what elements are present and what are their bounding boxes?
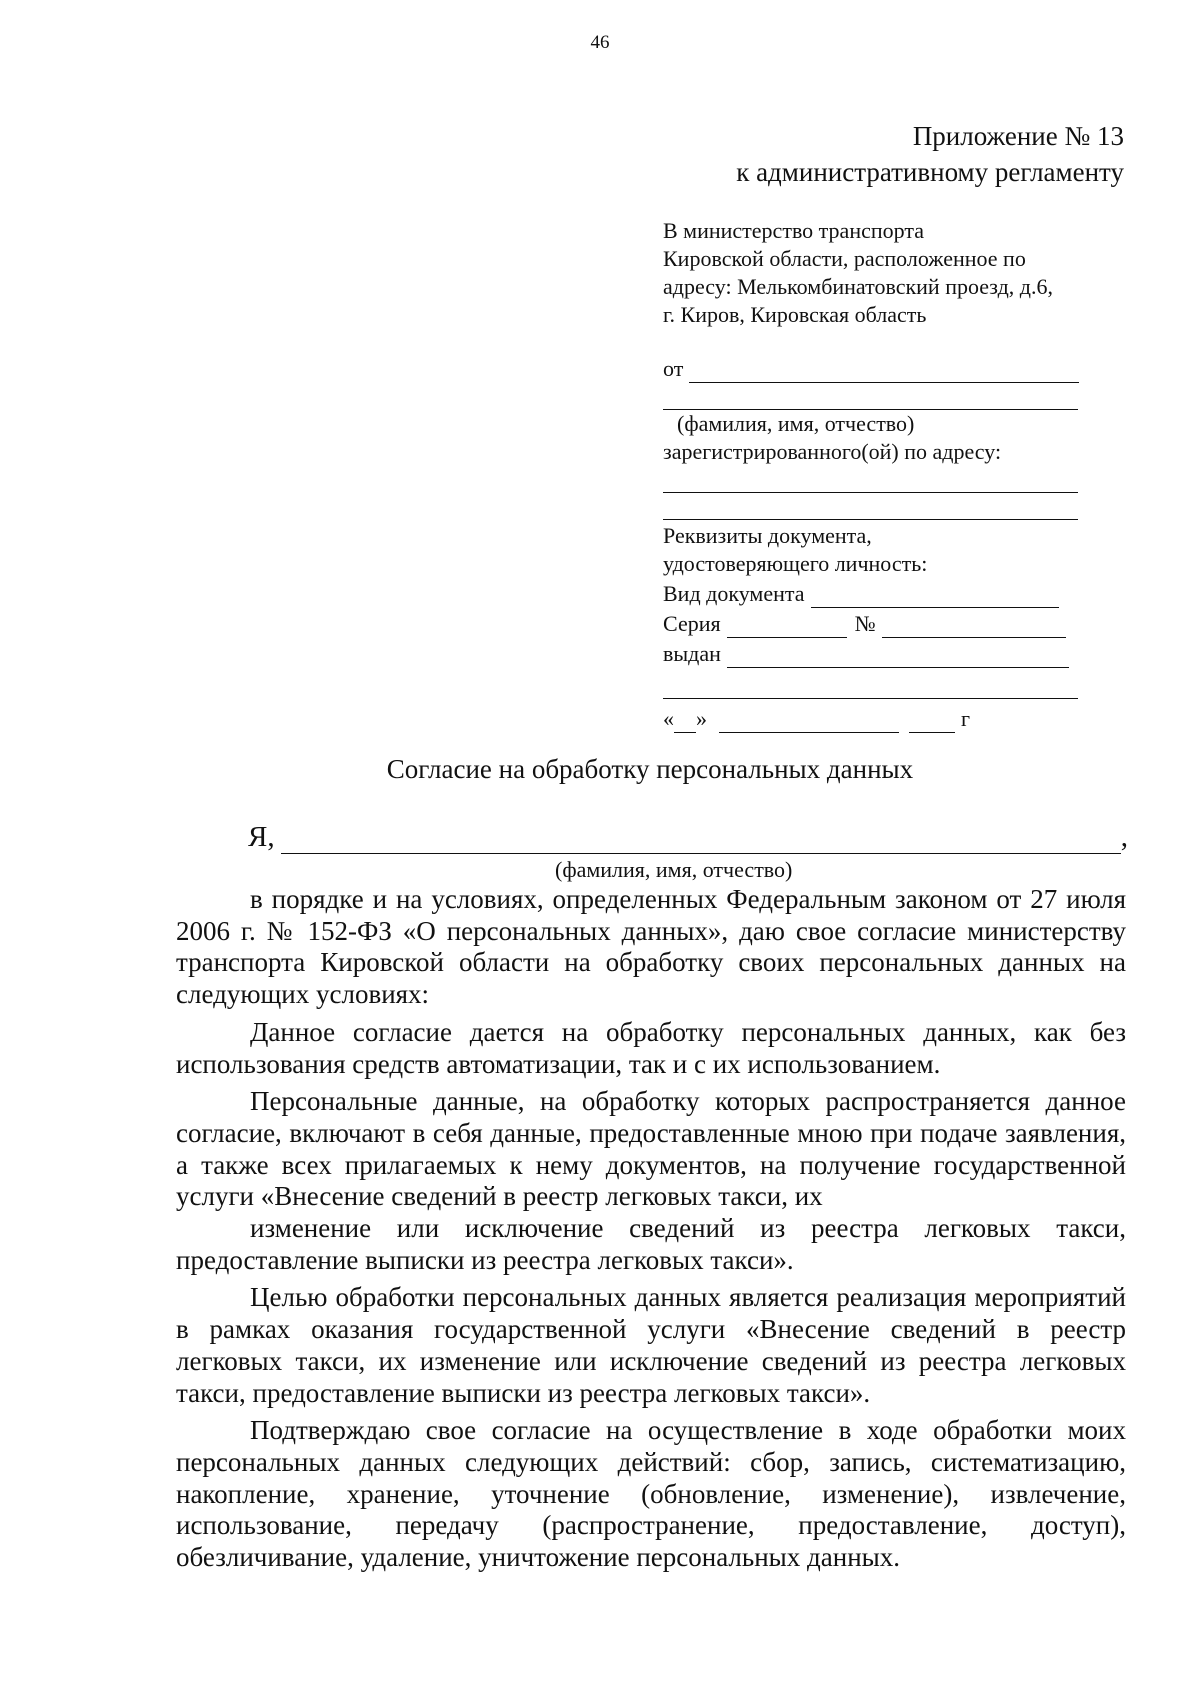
addressee-block [663,217,1103,733]
consent-paragraph: Данное согласие дается на обработку персональных данных, как без использования средств автоматизации, так и с их использованием. [176,1016,1126,1079]
addressee-line: Кировской области, расположенное по [663,246,1026,271]
consent-paragraph: в порядке и на условиях, определенных Федеральным законом от 27 июля 2006 г. № 152-ФЗ «О персональных данных», даю свое согласие министерству транспорта Кировской области на обработку своих персональных данных на следующих условиях: [176,884,1126,1010]
consent-paragraph: Персональные данные, на обработку которых распространяется данное согласие, включают в себя данные, предоставленные мною при подаче заявления, а также всех прилагаемых к нему документов, на получение государственной услуги «Внесение сведений в реестр легковых такси, их [176,1086,1126,1212]
consent-paragraph: Подтверждаю свое согласие на осуществление в ходе обработки моих персональных данных следующих действий: сбор, запись, систематизацию, накопление, хранение, уточнение (обновление, изменение), извлечение, использование, передачу (распространение, предоставление, доступ), обезличивание, удаление, уничтожение персональных данных. [176,1415,1126,1573]
series-blank[interactable] [727,615,847,638]
addressee-line: адресу: Мелькомбинатовский проезд, д.6, [663,274,1053,299]
ya-label: Я, [248,821,275,853]
series-number-field [663,608,1103,638]
address-blank-line-1[interactable] [663,466,1078,493]
from-blank[interactable] [689,360,1079,383]
date-close-quote: » [696,706,707,731]
consent-paragraph: Целью обработки персональных данных является реализация мероприятий в рамках оказания государственной услуги «Внесение сведений в реестр легковых такси, их изменение или исключение сведений из реестра легковых такси, предоставление выписки из реестра легковых такси». [176,1282,1126,1408]
consent-paragraph: изменение или исключение сведений из реестра легковых такси, предоставление выписки из реестра легковых такси». [176,1213,1126,1275]
ya-trailing-comma: , [1120,821,1128,853]
day-blank[interactable] [674,710,696,733]
doc-type-field [663,578,1103,608]
ya-field [248,818,1128,854]
year-blank[interactable] [909,710,955,733]
name-hint: (фамилия, имя, отчество) [677,411,915,436]
year-suffix: г [961,706,971,731]
full-name-blank[interactable] [281,827,1121,854]
full-name-hint: (фамилия, имя, отчество) [555,857,793,882]
doc-requisites-subheading: удостоверяющего личность: [663,551,928,576]
addressee-line: г. Киров, Кировская область [663,302,927,327]
issued-field [663,638,1103,668]
appendix-reference: к административному регламенту [736,157,1124,187]
addressee-line: В министерство транспорта [663,218,924,243]
month-blank[interactable] [719,710,899,733]
doc-type-label: Вид документа [663,581,805,606]
appendix-header [736,118,1124,190]
address-blank-line-2[interactable] [663,493,1078,520]
document-title: Согласие на обработку персональных данных [386,754,914,784]
number-blank[interactable] [882,615,1066,638]
doc-type-blank[interactable] [811,585,1059,608]
from-label: от [663,356,684,381]
issued-label: выдан [663,641,721,666]
date-field [663,699,1103,733]
consent-body [176,884,1126,1574]
registered-label: зарегистрированного(ой) по адресу: [663,439,1002,464]
series-label: Серия [663,611,721,636]
page-number: 46 [590,32,610,53]
from-field [663,353,1103,383]
issued-blank-line-2[interactable] [663,668,1078,699]
appendix-number: Приложение № 13 [912,121,1124,151]
name-blank-line[interactable] [663,383,1078,410]
issued-blank[interactable] [727,645,1069,668]
doc-requisites-heading: Реквизиты документа, [663,523,872,548]
number-label: № [854,611,876,636]
date-open-quote: « [663,706,674,731]
